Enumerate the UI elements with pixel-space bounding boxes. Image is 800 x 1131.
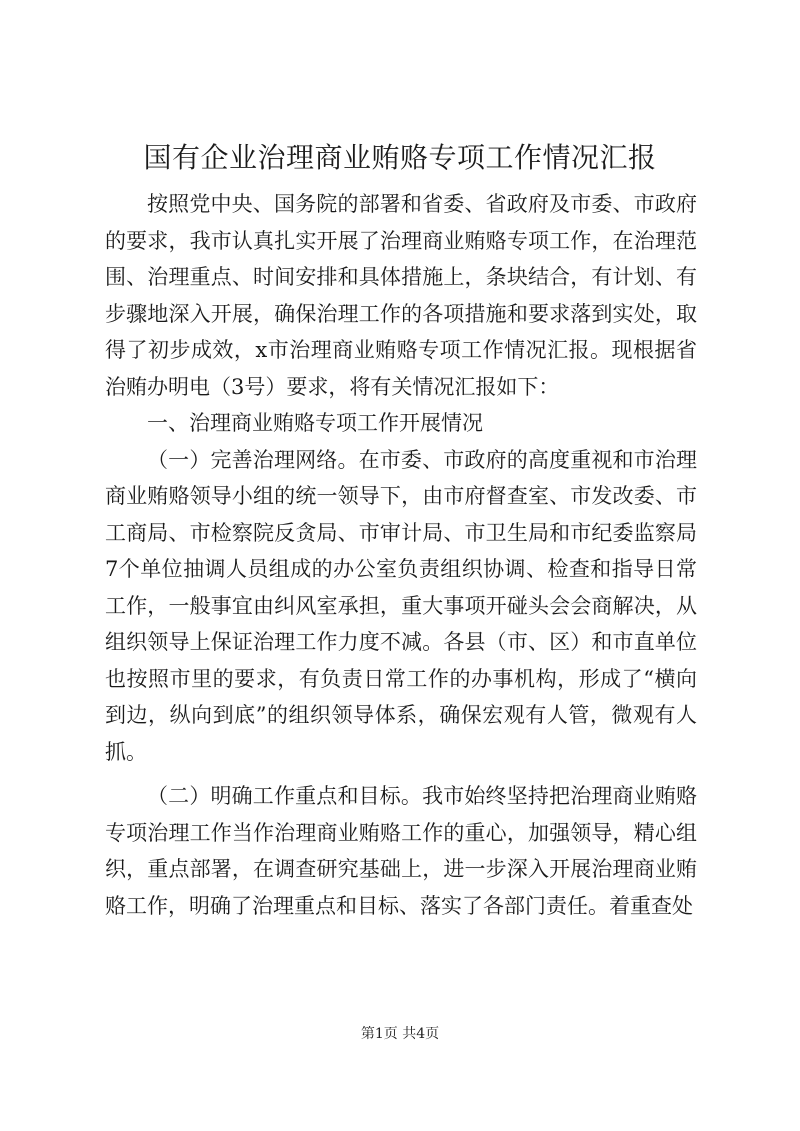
page-footer: 第1页 共4页 [360,1026,440,1042]
section-heading-1: 一、治理商业贿赂专项工作开展情况 [147,411,483,435]
paragraph-focus: （二）明确工作重点和目标。我市始终坚持把治理商业贿赂专项治理工作当作治理商业贿赂工作的重心，加强领导，精心组织，重点部署，在调查研究基础上，进一步深入开展治理商业贿赂工作，明确了治理重点和目标、落实了各部门责任。着重查处 [105,784,697,918]
paragraph-network: （一）完善治理网络。在市委、市政府的高度重视和市治理商业贿赂领导小组的统一领导下，由市府督查室、市发改委、市工商局、市检察院反贪局、市审计局、市卫生局和市纪委监察局7个单位抽调人员组成的办公室负责组织协调、检查和指导日常工作，一般事宜由纠风室承担，重大事项开碰头会会商解决，从组织领导上保证治理工作力度不减。各县（市、区）和市直单位也按照市里的要求，有负责日常工作的办事机构，形成了“横向到边，纵向到底”的组织领导体系，确保宏观有人管，微观有人抓。 [105,447,697,764]
document-title: 国有企业治理商业贿赂专项工作情况汇报 [143,141,657,174]
document-body [105,186,697,924]
paragraph-intro: 按照党中央、国务院的部署和省委、省政府及市委、市政府的要求，我市认真扎实开展了治理商业贿赂专项工作，在治理范围、治理重点、时间安排和具体措施上，条块结合，有计划、有步骤地深入开展，确保治理工作的各项措施和要求落到实处，取得了初步成效，x市治理商业贿赂专项工作情况汇报。现根据省治贿办明电（3号）要求，将有关情况汇报如下： [105,192,697,399]
